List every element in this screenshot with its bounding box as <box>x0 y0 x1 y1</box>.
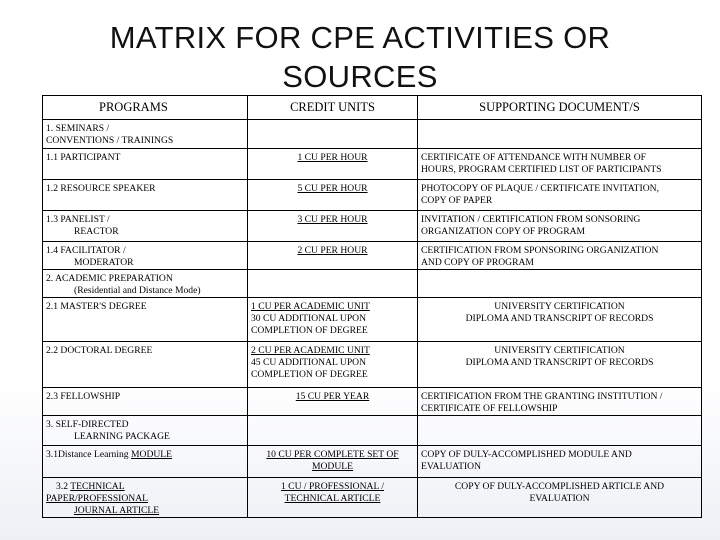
docs-cell: UNIVERSITY CERTIFICATION DIPLOMA AND TRANSCRIPT OF RECORDS <box>418 342 702 388</box>
program-cell: 2.3 FELLOWSHIP <box>43 388 248 416</box>
section-label-seminars: 1. SEMINARS / CONVENTIONS / TRAININGS <box>43 120 248 149</box>
section-row-academic <box>43 270 702 298</box>
cpe-matrix-table <box>42 95 702 518</box>
table-row-technical-paper <box>43 478 702 518</box>
credit-cell: 1 CU / PROFESSIONAL / TECHNICAL ARTICLE <box>248 478 418 518</box>
slide-title <box>0 18 720 96</box>
program-cell: 2.1 MASTER'S DEGREE <box>43 298 248 342</box>
program-cell: 1.2 RESOURCE SPEAKER <box>43 180 248 211</box>
program-cell: 2.2 DOCTORAL DEGREE <box>43 342 248 388</box>
section-label-academic: 2. ACADEMIC PREPARATION (Residential and Distance Mode) <box>43 270 248 298</box>
program-cell: 3.1Distance Learning MODULE <box>43 446 248 478</box>
program-cell: 1.4 FACILITATOR / MODERATOR <box>43 242 248 270</box>
docs-cell: COPY OF DULY-ACCOMPLISHED ARTICLE AND EVALUATION <box>418 478 702 518</box>
docs-cell: COPY OF DULY-ACCOMPLISHED MODULE AND EVALUATION <box>418 446 702 478</box>
title-line-1: MATRIX FOR CPE ACTIVITIES OR <box>109 20 611 55</box>
credit-cell: 1 CU PER HOUR <box>248 149 418 180</box>
header-row <box>43 96 702 120</box>
empty-cell <box>248 416 418 446</box>
empty-cell <box>418 416 702 446</box>
credit-cell: 3 CU PER HOUR <box>248 211 418 242</box>
empty-cell <box>418 270 702 298</box>
program-cell: 3.2 TECHNICAL PAPER/PROFESSIONAL JOURNAL ARTICLE <box>43 478 248 518</box>
credit-cell: 1 CU PER ACADEMIC UNIT 30 CU ADDITIONAL UPON COMPLETION OF DEGREE <box>248 298 418 342</box>
credit-cell: 10 CU PER COMPLETE SET OF MODULE <box>248 446 418 478</box>
empty-cell <box>248 120 418 149</box>
table-row-masters <box>43 298 702 342</box>
table-row-resource-speaker <box>43 180 702 211</box>
section-row-seminars <box>43 120 702 149</box>
empty-cell <box>418 120 702 149</box>
table-row-fellowship <box>43 388 702 416</box>
docs-cell: UNIVERSITY CERTIFICATION DIPLOMA AND TRANSCRIPT OF RECORDS <box>418 298 702 342</box>
credit-cell: 15 CU PER YEAR <box>248 388 418 416</box>
docs-cell: CERTIFICATION FROM THE GRANTING INSTITUTION / CERTIFICATE OF FELLOWSHIP <box>418 388 702 416</box>
section-label-self-directed: 3. SELF-DIRECTED LEARNING PACKAGE <box>43 416 248 446</box>
table-row-panelist <box>43 211 702 242</box>
program-cell: 1.3 PANELIST / REACTOR <box>43 211 248 242</box>
docs-cell: PHOTOCOPY OF PLAQUE / CERTIFICATE INVITATION, COPY OF PAPER <box>418 180 702 211</box>
header-credit-units: CREDIT UNITS <box>248 96 418 120</box>
table-row-distance-learning <box>43 446 702 478</box>
credit-cell: 5 CU PER HOUR <box>248 180 418 211</box>
docs-cell: CERTIFICATE OF ATTENDANCE WITH NUMBER OF HOURS, PROGRAM CERTIFIED LIST OF PARTICIPANTS <box>418 149 702 180</box>
credit-cell: 2 CU PER HOUR <box>248 242 418 270</box>
empty-cell <box>248 270 418 298</box>
table-row-facilitator <box>43 242 702 270</box>
section-row-self-directed <box>43 416 702 446</box>
header-supporting-documents: SUPPORTING DOCUMENT/S <box>418 96 702 120</box>
header-programs: PROGRAMS <box>43 96 248 120</box>
table-row-doctoral <box>43 342 702 388</box>
docs-cell: INVITATION / CERTIFICATION FROM SONSORING ORGANIZATION COPY OF PROGRAM <box>418 211 702 242</box>
docs-cell: CERTIFICATION FROM SPONSORING ORGANIZATION AND COPY OF PROGRAM <box>418 242 702 270</box>
table-row-participant <box>43 149 702 180</box>
credit-cell: 2 CU PER ACADEMIC UNIT 45 CU ADDITIONAL UPON COMPLETION OF DEGREE <box>248 342 418 388</box>
program-cell: 1.1 PARTICIPANT <box>43 149 248 180</box>
title-line-2: SOURCES <box>282 59 438 94</box>
